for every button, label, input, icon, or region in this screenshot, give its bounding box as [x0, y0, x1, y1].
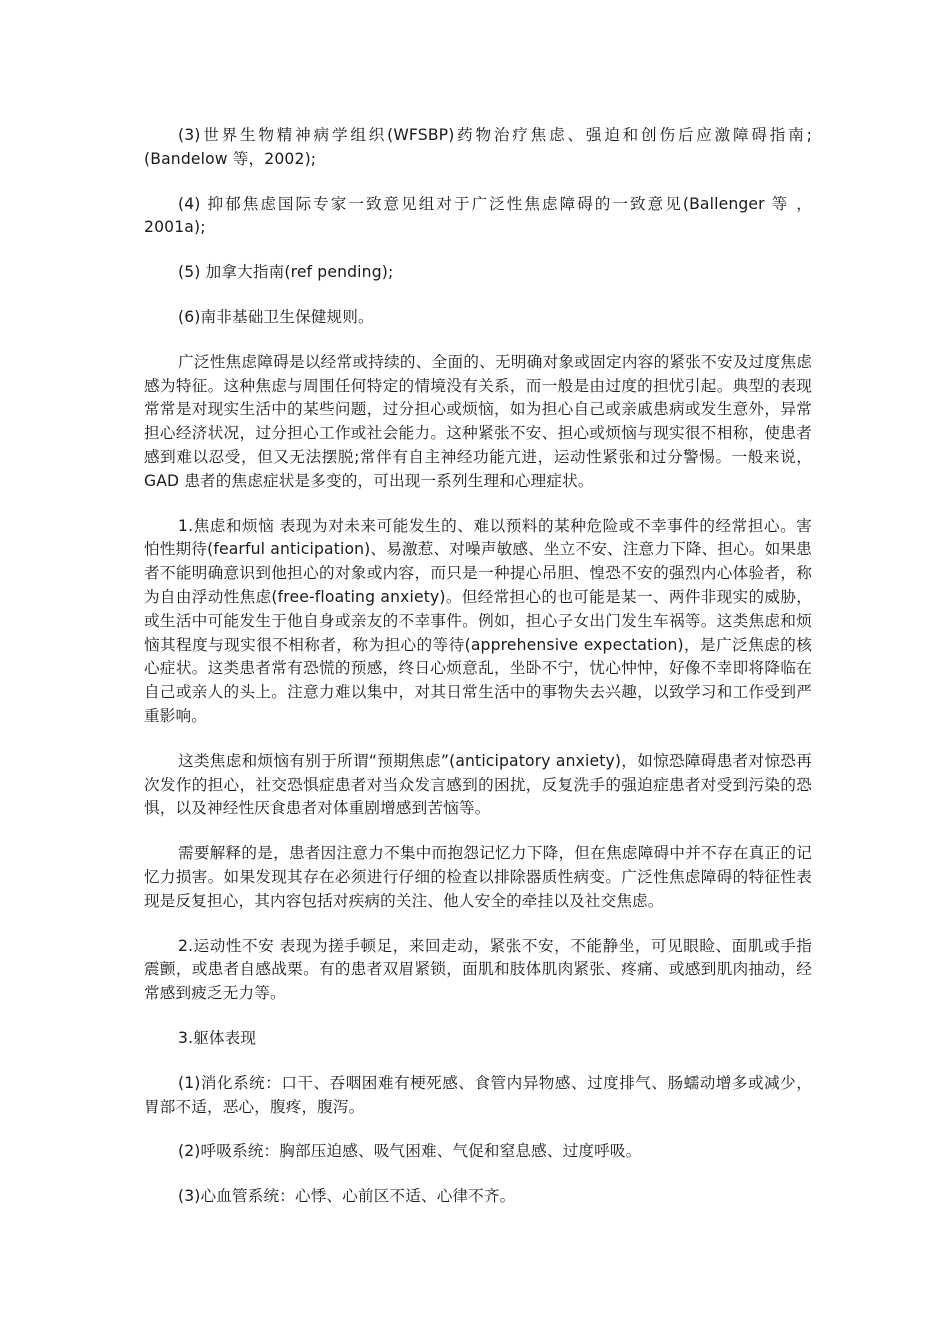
paragraph-gad-definition: 广泛性焦虑障碍是以经常或持续的、全面的、无明确对象或固定内容的紧张不安及过度焦虑感为特征。这种焦虑与周围任何特定的情境没有关系，而一般是由过度的担忧引起。典型的表现常常是对现实生活中的某些问题，过分担心或烦恼，如为担心自己或亲戚患病或发生意外，异常担心经济状况，过分担心工作或社会能力。这种紧张不安、担心或烦恼与现实很不相称，使患者感到难以忍受，但又无法摆脱;常伴有自主神经功能亢进，运动性紧张和过分警惕。一般来说，GAD 患者的焦虑症状是多变的，可出现一系列生理和心理症状。 [144, 352, 812, 490]
paragraph-memory-explanation: 需要解释的是，患者因注意力不集中而抱怨记忆力下降，但在焦虑障碍中并不存在真正的记忆力损害。如果发现其存在必须进行仔细的检查以排除器质性病变。广泛性焦虑障碍的特征性表现是反复担心，其内容包括对疾病的关注、他人安全的牵挂以及社交焦虑。 [144, 844, 812, 910]
paragraph-consensus-group: (4) 抑郁焦虑国际专家一致意见组对于广泛性焦虑障碍的一致意见(Ballenger 等 ，2001a); [144, 194, 812, 237]
paragraph-somatic-heading: 3.躯体表现 [178, 1028, 257, 1047]
paragraph-digestive-system: (1)消化系统：口干、吞咽困难有梗死感、食管内异物感、过度排气、肠蠕动增多或减少，胃部不适，恶心，腹疼，腹泻。 [144, 1073, 812, 1116]
paragraph-wfsbp-guideline: (3)世界生物精神病学组织(WFSBP)药物治疗焦虑、强迫和创伤后应激障碍指南;(Bandelow 等，2002); [144, 126, 812, 168]
paragraph-cardiovascular-system: (3)心血管系统：心悸、心前区不适、心律不齐。 [178, 1187, 516, 1206]
paragraph-motor-restlessness: 2.运动性不安 表现为搓手顿足，来回走动，紧张不安，不能静坐，可见眼睑、面肌或手指震颤，或患者自感战栗。有的患者双眉紧锁，面肌和肢体肌肉紧张、疼痛、或感到肌肉抽动，经常感到疲乏无力等。 [144, 936, 812, 1003]
paragraph-south-africa-rules: (6)南非基础卫生保健规则。 [178, 307, 374, 326]
paragraph-anxiety-worry: 1.焦虑和烦恼 表现为对未来可能发生的、难以预料的某种危险或不幸事件的经常担心。害怕性期待(fearful anticipation)、易激惹、对噪声敏感、坐立不安、注意力下降、担心。如果患者不能明确意识到他担心的对象或内容，而只是一种提心吊胆、惶恐不安的强烈内心体验者，称为自由浮动性焦虑(free-floating anxiety)。但经常担心的也可能是某一、两件非现实的威胁，或生活中可能发生于他自身或亲友的不幸事件。例如，担心子女出门发生车祸等。这类焦虑和烦恼其程度与现实很不相称者，称为担心的等待(apprehensive expectation)，是广泛焦虑的核心症状。这类患者常有恐慌的预感，终日心烦意乱，坐卧不宁，忧心忡忡，好像不幸即将降临在自己或亲人的头上。注意力难以集中，对其日常生活中的事物失去兴趣，以致学习和工作受到严重影响。 [144, 516, 812, 725]
paragraph-anticipatory-anxiety: 这类焦虑和烦恼有别于所谓“预期焦虑”(anticipatory anxiety)，如惊恐障碍患者对惊恐再次发作的担心，社交恐惧症患者对当众发言感到的困扰，反复洗手的强迫症患者对受到污染的恐惧，以及神经性厌食患者对体重剧增感到苦恼等。 [144, 751, 812, 818]
document-page [144, 124, 812, 1230]
paragraph-canada-guideline: (5) 加拿大指南(ref pending); [178, 263, 394, 282]
paragraph-respiratory-system: (2)呼吸系统：胸部压迫感、吸气困难、气促和窒息感、过度呼吸。 [178, 1142, 642, 1161]
